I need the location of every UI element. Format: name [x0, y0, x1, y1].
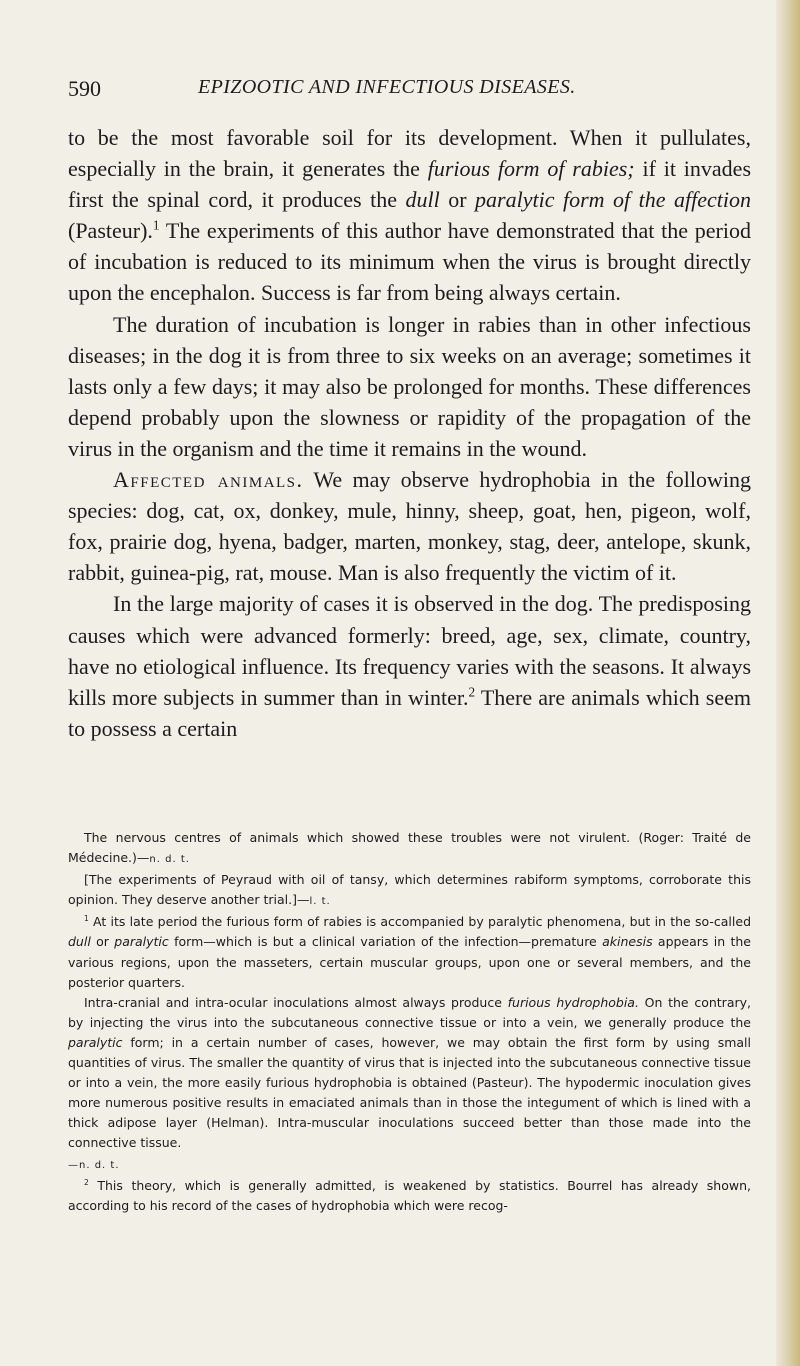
paragraph-1 — [68, 122, 751, 309]
text-span: On the contrary, by injecting the virus into the subcutaneous connective tissue or into a vein, we generally produce the — [68, 994, 751, 1030]
italic-term: paralytic form of the affection — [475, 187, 751, 213]
translator-signature: —n. d. t. — [68, 1159, 120, 1171]
paragraph-4 — [68, 588, 751, 743]
running-title: EPIZOOTIC AND INFECTIOUS DISEASES. — [198, 76, 576, 98]
translator-signature: n. d. t. — [149, 854, 190, 866]
text-span: appears in the various regions, upon the masseters, certain muscular groups, upon one or several members, and the posterior quarters. — [68, 934, 752, 990]
section-heading: Affected animals. — [113, 467, 304, 493]
page-edge — [776, 0, 800, 1366]
text-span: In the large majority of cases it is observed in the dog. The predisposing causes which were advanced formerly: breed, age, sex, climate, country, have no etiological influence. Its frequency varies with the seasons. It always kills more subjects in summer than in winter. — [68, 591, 751, 710]
footnotes — [68, 828, 751, 1216]
italic-term: furious hydrophobia. — [507, 994, 639, 1010]
text-span: The experiments of this author have demonstrated that the period of incubation is reduced to its minimum when the virus is brought directly upon the encephalon. Success is far from being always certain. — [68, 218, 751, 306]
italic-term: dull — [68, 934, 91, 950]
footnote-bracketed — [68, 870, 751, 912]
footnote-number: 2 — [84, 1177, 89, 1187]
italic-term: akinesis — [602, 934, 653, 950]
text-span: Intra-cranial and intra-ocular inoculations almost always produce — [84, 994, 508, 1010]
italic-term: dull — [405, 187, 440, 213]
footnote-1-cont — [68, 993, 751, 1154]
paragraph-2: The duration of incubation is longer in rabies than in other infectious diseases; in the dog it is from three to six weeks on an average; sometimes it lasts only a few days; it may also be prolonged for months. These differences depend probably upon the slowness or rapidity of the propagation of the virus in the organism and the time it remains in the wound. — [68, 311, 751, 461]
text-span: We may observe hydrophobia in the following species: dog, cat, ox, donkey, mule, hinny, sheep, goat, hen, pigeon, wolf, fox, prairie dog, hyena, badger, marten, monkey, stag, deer, antelope, skunk, rabbit, guinea-pig, rat, mouse. Man is also frequently the victim of it. — [68, 467, 751, 586]
page-number: 590 — [68, 76, 101, 101]
italic-term: furious form of rabies; — [427, 156, 635, 182]
text-span: form; in a certain number of cases, however, we may obtain the first form by using small quantities of virus. The smaller the quantity of virus that is injected into the subcutaneous connective tissue or into a vein, the more easily furious hydrophobia is obtained (Pasteur). The hypodermic inoculation gives more numerous positive results in emaciated animals than in those the integument of which is lined with a thick adipose layer (Helman). Intra-muscular inoculations succeed better than those made into the connective tissue. — [68, 1034, 751, 1151]
paragraph-3 — [68, 464, 751, 588]
italic-term: paralytic — [68, 1034, 123, 1050]
text-span: or — [439, 187, 476, 213]
italic-term: paralytic — [114, 934, 169, 950]
running-header — [68, 76, 728, 106]
text-span: or — [90, 934, 115, 950]
footnote-1 — [68, 912, 751, 992]
text-span: The nervous centres of animals which showed these troubles were not virulent. (Roger: Traité de Médecine.)— — [68, 830, 751, 866]
text-span: There are animals which seem to possess a certain — [68, 684, 751, 741]
footnote-continuation — [68, 828, 751, 870]
footnote-number: 1 — [84, 914, 89, 924]
translator-signature: l. t. — [309, 896, 331, 908]
footnote-1-signature — [68, 1154, 751, 1176]
text-span: [The experiments of Peyraud with oil of tansy, which determines rabiform symptoms, corroborate this opinion. They deserve another trial.]— — [68, 872, 751, 908]
footnote-ref-1: 1 — [152, 217, 160, 233]
text-span: This theory, which is generally admitted, is weakened by statistics. Bourrel has already shown, according to his record of the cases of hydrophobia which were recog- — [68, 1177, 751, 1213]
footnote-2 — [68, 1176, 751, 1216]
text-span: to be the most favorable soil for its development. When it pullulates, especially in the brain, it generates the — [68, 125, 751, 182]
text-span: (Pasteur). — [68, 218, 153, 244]
body-text — [68, 122, 751, 744]
text-span: if it invades first the spinal cord, it produces the — [68, 156, 752, 213]
footnote-ref-2: 2 — [468, 684, 476, 700]
text-span: At its late period the furious form of rabies is accompanied by paralytic phenomena, but in the so-called — [88, 914, 751, 930]
text-span: form—which is but a clinical variation of the infection—premature — [168, 934, 603, 950]
